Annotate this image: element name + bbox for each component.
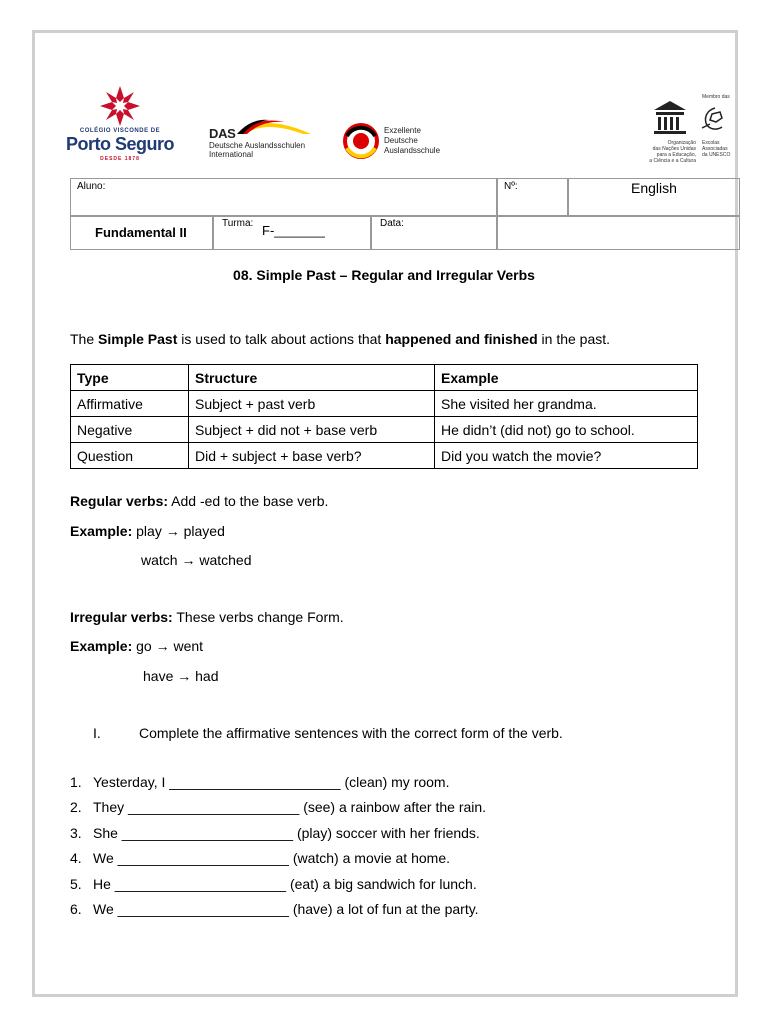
exzellente-emblem-icon [342,122,380,160]
unesco-temple-icon [650,98,690,138]
irregular-example-1: Example: go → went [70,638,204,654]
porto-seguro-logo [66,84,176,164]
section-instruction: Complete the affirmative sentences with the correct form of the verb. [139,725,563,741]
exzellente-logo [342,122,452,162]
student-name-field[interactable] [70,178,497,216]
table-cell: Subject + did not + base verb [189,417,435,443]
school-name-top: COLÉGIO VISCONDE DE [79,128,161,134]
unesco-text-right: Escolas Associadas da UNESCO [702,140,731,158]
list-item: 2. They ______________________ (see) a rainbow after the rain. [70,799,487,816]
list-item: 6. We ______________________ (have) a lot of fun at the party. [70,900,479,917]
class-value: F-_______ [262,223,325,238]
unesco-text-left: Organização das Nações Unidas para a Educação, a Ciência e a Cultura [649,140,696,164]
table-cell: She visited her grandma. [435,391,698,417]
student-number-label: Nº: [504,181,518,192]
list-item: 5. He ______________________ (eat) a big sandwich for lunch. [70,875,477,892]
list-item: 1. Yesterday, I ______________________ (clean) my room. [70,774,450,790]
table-cell: Did you watch the movie? [435,443,698,469]
class-field[interactable] [213,216,371,250]
das-subtitle: Deutsche Auslandsschulen International [209,141,306,159]
das-logo [207,116,317,166]
table-header-row [71,365,698,391]
school-name: Porto Seguro [66,134,175,154]
blank-cell [497,216,740,250]
table-cell: He didn’t (did not) go to school. [435,417,698,443]
exercise-text[interactable]: She ______________________ (play) soccer with her friends. [93,824,480,841]
unesco-logo [640,94,740,166]
irregular-example-2: have → had [143,668,219,684]
subject-cell [568,178,740,216]
intro-paragraph: The Simple Past is used to talk about actions that happened and finished in the past. [70,331,611,347]
level-cell [70,216,213,250]
student-number-field[interactable] [497,178,568,216]
table-cell: Affirmative [71,391,189,417]
table-cell: Negative [71,417,189,443]
worksheet-title: 08. Simple Past – Regular and Irregular Verbs [233,267,535,283]
list-item: 4. We ______________________ (watch) a movie at home. [70,850,450,867]
table-row [71,391,698,417]
irregular-verbs-rule: Irregular verbs: These verbs change Form. [70,609,344,625]
exercise-text[interactable]: Yesterday, I ______________________ (clean) my room. [93,774,450,790]
student-name-label: Aluno: [77,181,106,192]
exzellente-text: Exzellente Deutsche Auslandsschule [384,126,441,155]
level-label: Fundamental II [95,225,187,240]
header-type: Type [71,365,189,391]
table-cell: Question [71,443,189,469]
list-item: 3. She ______________________ (play) soccer with her friends. [70,824,480,841]
table-row [71,443,698,469]
school-since: DESDE 1878 [100,156,140,162]
header-structure: Structure [189,365,435,391]
section-numeral: I. [93,725,101,741]
date-field[interactable] [371,216,497,250]
table-cell: Did + subject + base verb? [189,443,435,469]
exercise-text[interactable]: He ______________________ (eat) a big sandwich for lunch. [93,875,477,892]
exercise-text[interactable]: They ______________________ (see) a rainbow after the rain. [93,799,487,816]
exercise-list [70,774,486,926]
regular-example-2: watch → watched [141,552,252,568]
table-cell: Subject + past verb [189,391,435,417]
table-row [71,417,698,443]
unesco-globe-icon [700,104,730,134]
date-label: Data: [380,218,404,229]
regular-verbs-rule: Regular verbs: Add -ed to the base verb. [70,493,329,509]
grammar-table [70,364,698,469]
subject-name: English [631,180,677,196]
exercise-text[interactable]: We ______________________ (watch) a movie at home. [93,850,450,867]
unesco-member-label: Membro das [702,94,730,100]
porto-seguro-emblem-icon [66,84,174,130]
class-label: Turma: [222,218,254,229]
regular-example-1: Example: play → played [70,523,225,539]
das-title: DAS [209,126,236,141]
header-example: Example [435,365,698,391]
exercise-text[interactable]: We ______________________ (have) a lot of fun at the party. [93,900,479,917]
